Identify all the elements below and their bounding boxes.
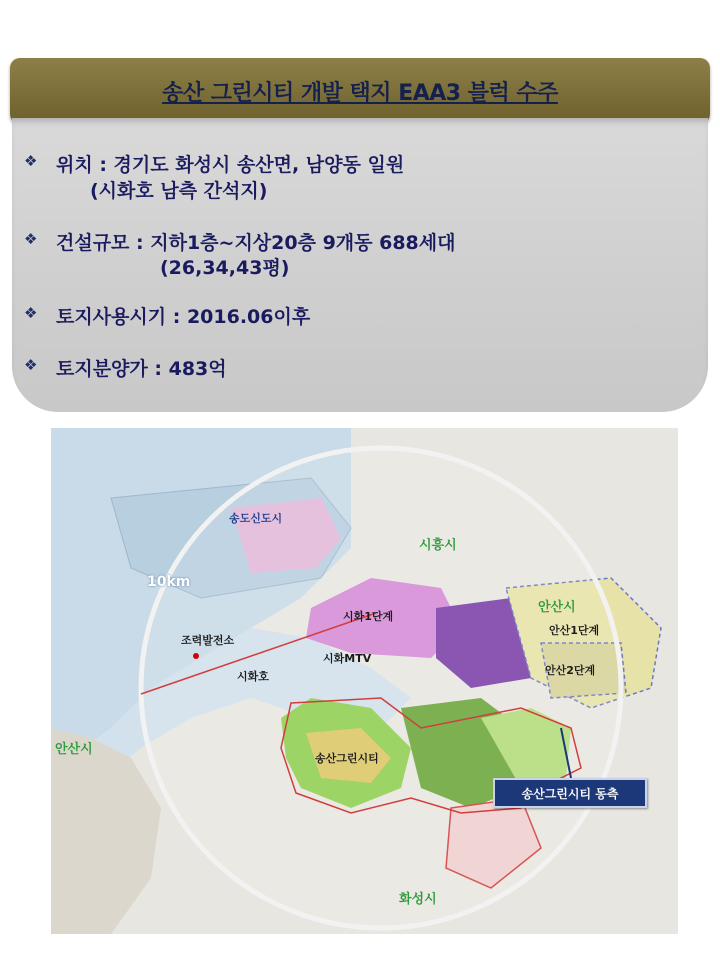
- info-location: 위치 : 경기도 화성시 송산면, 남양동 일원: [56, 154, 405, 176]
- map-label-ansan-phase2: 안산2단계: [545, 664, 596, 677]
- info-scale: 건설규모 : 지하1층~지상20층 9개동 688세대: [56, 232, 456, 254]
- title-banner: [10, 58, 710, 124]
- map-label-siheung: 시흥시: [419, 538, 457, 553]
- map-label-ansan-right: 안산시: [538, 600, 576, 615]
- info-land-price: 토지분양가 : 483억: [56, 358, 227, 380]
- map-label-hwaseong: 화성시: [399, 892, 437, 907]
- info-land-use-date: 토지사용시기 : 2016.06이후: [56, 306, 311, 328]
- site-callout: 송산그린시티 동측: [493, 778, 647, 808]
- list-item: [24, 302, 310, 329]
- map-label-sihwa-lake: 시화호: [237, 670, 269, 683]
- info-location-note: (시화호 남측 간석지): [90, 180, 268, 202]
- map-graphic: [51, 428, 678, 934]
- map-label-songsan-green: 송산그린시티: [315, 752, 379, 765]
- list-item: [24, 150, 404, 177]
- list-item: [24, 354, 227, 381]
- site-map: [51, 428, 678, 934]
- diamond-bullet-icon: ❖: [24, 230, 38, 248]
- map-label-tidal-plant: 조력발전소: [181, 634, 235, 647]
- diamond-bullet-icon: ❖: [24, 152, 38, 170]
- page-title: 송산 그린시티 개발 택지 EAA3 블럭 수주: [162, 80, 558, 106]
- map-label-sihwa-phase1: 시화1단계: [343, 610, 394, 623]
- map-label-songdo: 송도신도시: [229, 512, 283, 525]
- info-scale-note: (26,34,43평): [160, 257, 290, 279]
- map-label-sihwa-mtv: 시화MTV: [323, 652, 372, 665]
- diamond-bullet-icon: ❖: [24, 304, 38, 322]
- map-label-radius: 10km: [147, 574, 191, 590]
- list-item: [24, 228, 455, 255]
- map-label-ansan-phase1: 안산1단계: [549, 624, 600, 637]
- diamond-bullet-icon: ❖: [24, 356, 38, 374]
- map-label-ansan-left: 안산시: [55, 742, 93, 757]
